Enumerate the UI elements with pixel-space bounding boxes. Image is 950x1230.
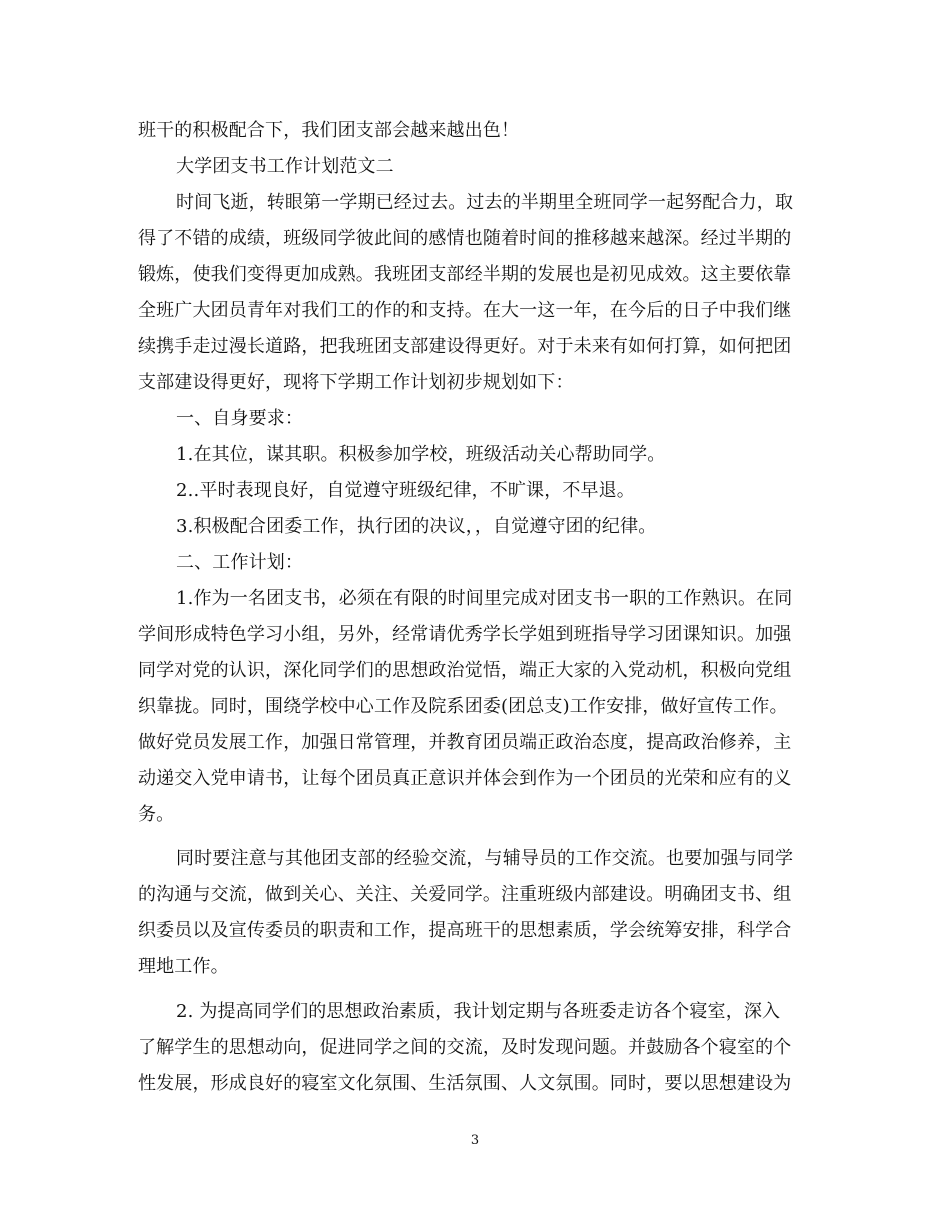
text-line: 做好党员发展工作，加强日常管理，并教育团员端正政治态度，提高政治修养，主	[138, 732, 792, 753]
text-line: 同时要注意与其他团支部的经验交流，与辅导员的工作交流。也要加强与同学	[176, 848, 794, 869]
list-item: 2..平时表现良好，自觉遵守班级纪律，不旷课，不早退。	[176, 480, 635, 501]
section-heading: 二、工作计划：	[176, 552, 304, 573]
text-line: 时间飞逝，转眼第一学期已经过去。过去的半期里全班同学一起努配合力，取	[176, 192, 794, 213]
text-line: 全班广大团员青年对我们工的作的和支持。在大一这一年，在今后的日子中我们继	[138, 300, 792, 321]
section-heading: 一、自身要求：	[176, 408, 304, 429]
text-line: 的沟通与交流，做到关心、关注、关爱同学。注重班级内部建设。明确团支书、组	[138, 884, 792, 905]
text-line: 续携手走过漫长道路，把我班团支部建设得更好。对于未来有如何打算，如何把团	[138, 336, 792, 357]
list-item: 1.在其位，谋其职。积极参加学校，班级活动关心帮助同学。	[176, 444, 666, 465]
text-line: 2. 为提高同学们的思想政治素质，我计划定期与各班委走访各个寝室，深入	[176, 1001, 781, 1022]
text-line: 1.作为一名团支书，必须在有限的时间里完成对团支书一职的工作熟识。在同	[176, 588, 793, 609]
text-line: 织靠拢。同时，围绕学校中心工作及院系团委(团总支)工作安排，做好宣传工作。	[138, 696, 788, 717]
page-number: 3	[470, 1133, 480, 1148]
text-line: 支部建设得更好，现将下学期工作计划初步规划如下：	[138, 372, 574, 393]
list-item: 3.积极配合团委工作，执行团的决议，，自觉遵守团的纪律。	[176, 516, 657, 537]
text-line: 班干的积极配合下，我们团支部会越来越出色！	[138, 120, 520, 141]
text-line: 了解学生的思想动向，促进同学之间的交流，及时发现问题。并鼓励各个寝室的个	[138, 1037, 792, 1058]
text-line: 学间形成特色学习小组，另外，经常请优秀学长学姐到班指导学习团课知识。加强	[138, 624, 792, 645]
text-line: 同学对党的认识，深化同学们的思想政治觉悟，端正大家的入党动机，积极向党组	[138, 660, 792, 681]
text-line: 动递交入党申请书，让每个团员真正意识并体会到作为一个团员的光荣和应有的义	[138, 768, 792, 789]
section-heading: 大学团支书工作计划范文二	[176, 156, 394, 177]
text-line: 务。	[138, 804, 175, 825]
text-line: 理地工作。	[138, 956, 229, 977]
text-line: 性发展，形成良好的寝室文化氛围、生活氛围、人文氛围。同时，要以思想建设为	[138, 1073, 792, 1094]
text-line: 织委员以及宣传委员的职责和工作，提高班干的思想素质，学会统筹安排，科学合	[138, 920, 792, 941]
text-line: 得了不错的成绩，班级同学彼此间的感情也随着时间的推移越来越深。经过半期的	[138, 228, 792, 249]
text-line: 锻炼，使我们变得更加成熟。我班团支部经半期的发展也是初见成效。这主要依靠	[138, 264, 792, 285]
